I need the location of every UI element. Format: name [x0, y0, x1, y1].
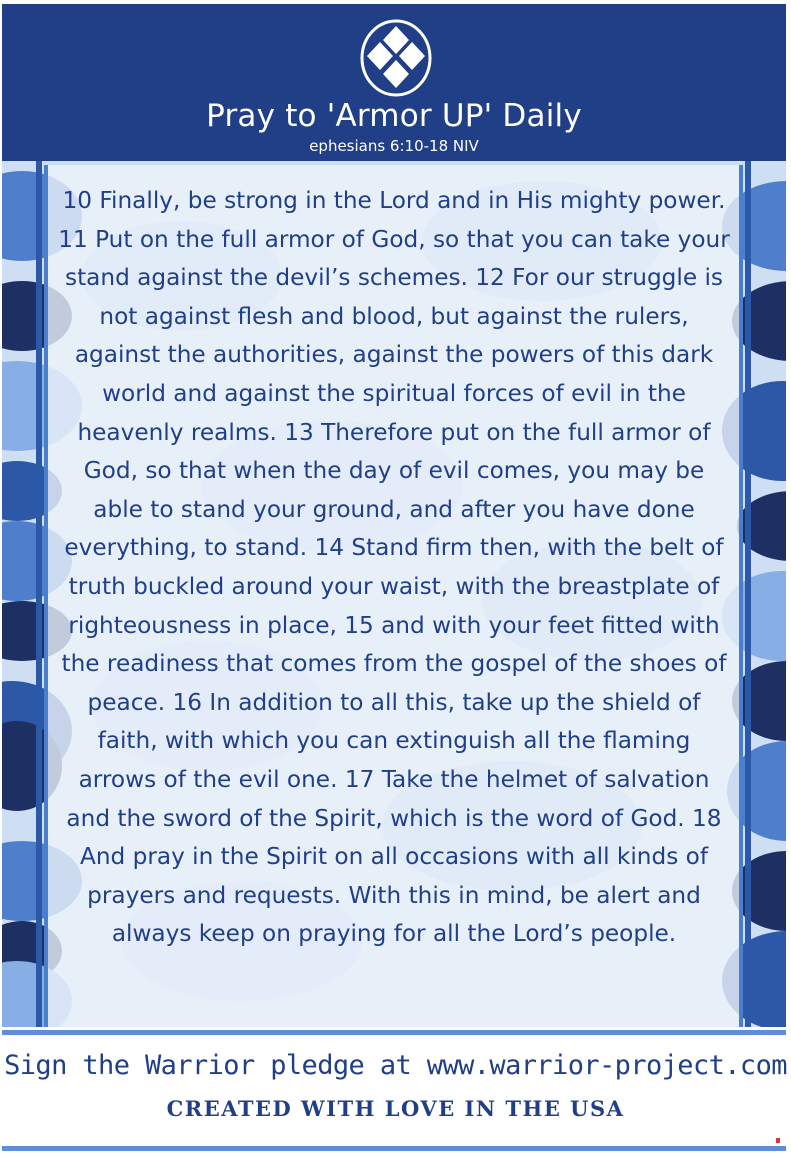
created-tagline: CREATED WITH LOVE IN THE USA	[166, 1096, 625, 1121]
red-mark	[776, 1138, 780, 1143]
scripture-reference: ephesians 6:10-18 NIV	[309, 137, 479, 155]
left-rail	[36, 161, 42, 1027]
right-rail	[745, 161, 751, 1027]
scripture-text: 10 Finally, be strong in the Lord and in His mighty power. 11 Put on the full armor of God, so that you can take your stand against the devil’s schemes. 12 For our struggle is not against flesh and blood, but against the rulers, against the authorities, against the powers of this dark world and against the spiritual forces of evil in the heavenly realms. 13 Therefore put on the full armor of God, so that when the day of evil comes, you may be able to stand your ground, and after you have done everything, to stand. 14 Stand firm then, with the belt of truth buckled around your waist, with the breastplate of righteousness in place, 15 and with your feet fitted with the readiness that comes from the gospel of the shoes of peace. 16 In addition to all this, take up the shield of faith, with which you can extinguish all the flaming arrows of the evil one. 17 Take the helmet of salvation and the sword of the Spirit, which is the word of God. 18 And pray in the Spirit on all occasions with all kinds of prayers and requests. With this in mind, be alert and always keep on praying for all the Lord’s people.	[58, 187, 730, 948]
card-title: Pray to 'Armor UP' Daily	[206, 98, 582, 134]
diamond-quatrefoil-icon	[358, 18, 434, 98]
footer-divider-top	[2, 1030, 786, 1035]
footer-divider-bottom	[2, 1146, 786, 1151]
pledge-link-text: Sign the Warrior pledge at www.warrior-project.com	[4, 1050, 787, 1081]
header-banner	[2, 4, 786, 161]
